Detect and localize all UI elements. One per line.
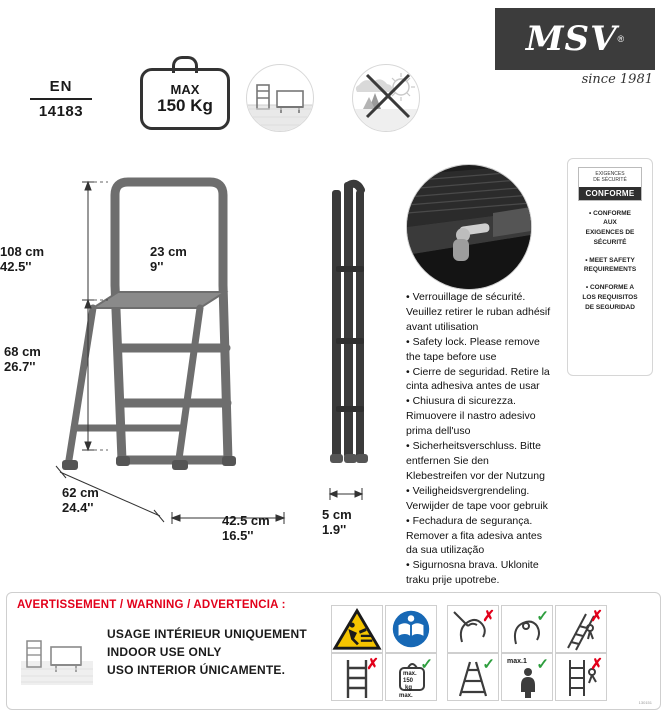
- warning-text: [107, 625, 307, 679]
- safety-line-2: Veuillez retirer le ruban adhésif: [406, 305, 551, 318]
- safety-instructions: [406, 290, 556, 588]
- full-open-icon: [447, 653, 499, 701]
- cross-mark: ✗: [590, 656, 603, 673]
- standard-number: 14183: [38, 103, 84, 120]
- bullet-fr-3: EXIGENCES DE: [585, 229, 635, 236]
- conformity-bullet-es: [573, 283, 647, 312]
- document-code: 130151: [638, 700, 652, 705]
- safety-line-1: • Verrouillage de sécurité.: [406, 291, 526, 303]
- safety-line-15: Verwijder de tape voor gebruik: [406, 499, 548, 512]
- warning-line-es: USO INTERIOR ÚNICAMENTE.: [107, 663, 286, 677]
- no-head-reach-icon: [447, 605, 499, 653]
- safety-lock-photo: [406, 164, 532, 290]
- max-load-badge: [140, 68, 230, 130]
- bullet-es-1: • CONFORME A: [585, 284, 635, 291]
- safety-line-6: • Cierre de seguridad. Retire la: [406, 365, 550, 378]
- safety-line-3: avant utilisation: [406, 320, 479, 333]
- check-mark: ✓: [536, 656, 549, 673]
- height-cm: 108 cm: [0, 244, 45, 259]
- safety-line-4: • Safety lock. Please remove: [406, 335, 540, 348]
- max-load-value: 150 Kg: [157, 95, 213, 115]
- fall-hazard-icon: [331, 605, 383, 653]
- no-overreach-icon: [555, 653, 607, 701]
- depth-dimension: [62, 486, 99, 516]
- brand-since: since 1981: [581, 72, 653, 87]
- safety-line-18: da sua utilização: [406, 544, 485, 557]
- standard-divider: [30, 98, 92, 100]
- check-mark: ✓: [536, 608, 549, 625]
- mid-height-cm: 68 cm: [4, 344, 41, 359]
- safety-line-16: • Fechadura de segurança.: [406, 514, 533, 527]
- bullet-es-2: LOS REQUISITOS: [582, 293, 638, 301]
- depth-in: 24.4'': [62, 499, 94, 515]
- conformity-seal: [578, 167, 642, 201]
- seal-line-2: DE SÉCURITÉ: [593, 177, 627, 184]
- bullet-es-3: DE SEGURIDAD: [585, 303, 635, 311]
- no-leaning-ladder-icon: [555, 605, 607, 653]
- base-cm: 42.5 cm: [222, 513, 270, 528]
- height-in: 42.5'': [0, 258, 32, 274]
- check-mark: ✓: [420, 656, 433, 673]
- bullet-en-1: • MEET SAFETY: [585, 256, 635, 264]
- safety-line-13: Klebestreifen vor der Nutzung: [406, 469, 545, 482]
- warning-box: [6, 592, 661, 710]
- safety-line-5: the tape before use: [406, 350, 497, 363]
- check-mark: ✓: [482, 656, 495, 673]
- safety-line-19: • Sigurnosna brava. Uklonite: [406, 559, 539, 572]
- height-dimension: [0, 245, 44, 275]
- safety-line-12: entfernen Sie den: [406, 454, 489, 467]
- warning-title: AVERTISSEMENT / WARNING / ADVERTENCIA :: [17, 599, 286, 611]
- conformity-panel: [567, 158, 653, 376]
- read-manual-icon: [385, 605, 437, 653]
- safety-line-9: Rimuovere il nastro adesivo: [406, 410, 536, 423]
- safety-line-8: • Chiusura di sicurezza.: [406, 395, 516, 408]
- folded-in: 1.9'': [322, 521, 347, 537]
- base-dimension: [222, 514, 270, 544]
- dimension-lines-folded: [318, 480, 378, 510]
- brand-logo: [495, 8, 655, 70]
- max-load-text-2: 150: [403, 678, 414, 684]
- no-top-step-icon: [331, 653, 383, 701]
- registered-mark: ®: [617, 34, 625, 44]
- warning-line-en: INDOOR USE ONLY: [107, 645, 222, 659]
- bullet-fr-4: SÉCURITÉ: [593, 238, 627, 246]
- max-load-text-3: kg: [405, 685, 413, 691]
- cross-mark: ✗: [366, 656, 379, 673]
- indoor-only-icon: [21, 631, 93, 685]
- step-width-dimension: [150, 245, 187, 275]
- bullet-fr-1: • CONFORME: [589, 209, 631, 217]
- conformity-seal-top: [579, 168, 641, 187]
- conformity-bullet-fr: [573, 209, 647, 248]
- max-load-text-1: max.: [403, 671, 417, 677]
- safety-line-10: prima dell'uso: [406, 425, 471, 438]
- warning-line-fr: USAGE INTÉRIEUR UNIQUEMENT: [107, 627, 307, 641]
- ladder-folded-drawing: [318, 170, 388, 470]
- head-clearance-ok-icon: [501, 605, 553, 653]
- mid-height-in: 26.7'': [4, 358, 36, 374]
- cross-mark: ✗: [590, 608, 603, 625]
- safety-line-7: cinta adhesiva antes de usar: [406, 380, 540, 393]
- standard-block: [28, 78, 94, 120]
- cross-mark: ✗: [482, 608, 495, 625]
- bullet-en-2: REQUIREMENTS: [583, 266, 637, 274]
- seal-line-1: EXIGENCES: [595, 171, 625, 177]
- bullet-fr-2: AUX: [603, 219, 617, 227]
- conformity-seal-bottom: CONFORME: [579, 187, 641, 200]
- folded-cm: 5 cm: [322, 507, 352, 522]
- safety-line-14: • Veiligheidsvergrendeling.: [406, 484, 530, 497]
- step-width-cm: 23 cm: [150, 244, 187, 259]
- one-person-icon: [501, 653, 553, 701]
- safety-line-20: traku prije upotrebe.: [406, 574, 500, 587]
- indoor-use-icon: [246, 64, 314, 132]
- standard-label: EN: [49, 78, 73, 95]
- depth-cm: 62 cm: [62, 485, 99, 500]
- conformity-bullet-en: [573, 256, 647, 276]
- mid-height-dimension: [4, 345, 41, 375]
- max-persons-text: max.1: [507, 658, 527, 665]
- no-outdoor-use-icon: [352, 64, 420, 132]
- max-load-label: MAX: [170, 82, 200, 98]
- max-bottom-label: max.: [399, 693, 413, 699]
- safety-line-11: • Sicherheitsverschluss. Bitte: [406, 440, 541, 453]
- folded-dimension: [322, 508, 352, 538]
- brand-name: MSV: [525, 19, 618, 59]
- base-in: 16.5'': [222, 527, 254, 543]
- step-width-in: 9'': [150, 258, 164, 274]
- safety-line-17: Remover a fita adesiva antes: [406, 529, 542, 542]
